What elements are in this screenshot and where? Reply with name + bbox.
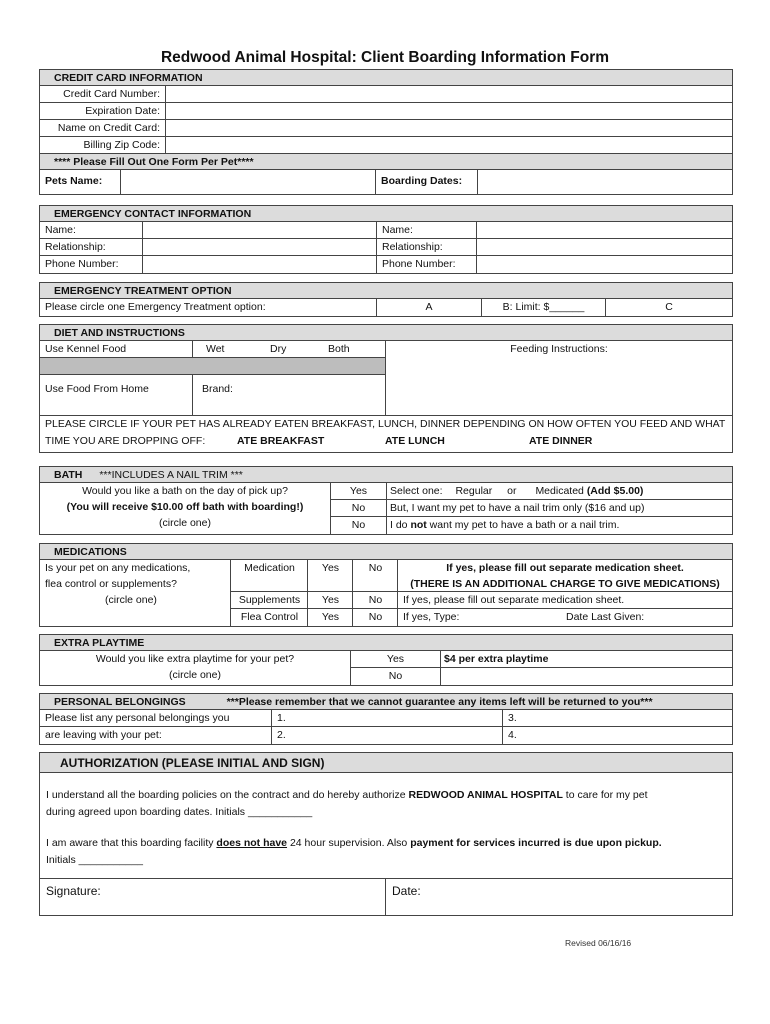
- playtime-section: [39, 634, 733, 686]
- diet-grid: [40, 341, 732, 416]
- diet-section: [39, 324, 733, 453]
- playtime-yes-option[interactable]: Yes: [351, 651, 440, 668]
- med-charge-note: (THERE IS AN ADDITIONAL CHARGE TO GIVE MEDICATIONS): [410, 578, 720, 590]
- auth-hospital-name: REDWOOD ANIMAL HOSPITAL: [408, 789, 563, 801]
- bath-no-option-2[interactable]: No: [351, 519, 366, 531]
- belonging-item-1[interactable]: 1.: [271, 710, 502, 726]
- emergency-contact-header: EMERGENCY CONTACT INFORMATION: [40, 206, 732, 222]
- authorization-initials-1[interactable]: during agreed upon boarding dates. Initials ___________: [46, 806, 313, 818]
- date-field[interactable]: [385, 879, 732, 915]
- both-option[interactable]: Both: [328, 343, 350, 355]
- signature-label: Signature:: [46, 884, 101, 898]
- phone-label-1: Phone Number:: [45, 258, 119, 270]
- phone-field-1[interactable]: [142, 256, 376, 273]
- playtime-no-option[interactable]: No: [388, 670, 403, 682]
- no-bath-suffix: want my pet to have a bath or a nail trim.: [426, 519, 620, 531]
- relationship-field-2[interactable]: [476, 239, 732, 255]
- auth-p2-text-2: 24 hour supervision. Also: [287, 837, 411, 849]
- medications-section: [39, 543, 733, 627]
- belonging-item-3[interactable]: 3.: [502, 710, 732, 726]
- playtime-header: EXTRA PLAYTIME: [40, 635, 732, 651]
- ate-dinner-option[interactable]: ATE DINNER: [529, 435, 593, 447]
- dry-option[interactable]: Dry: [270, 343, 287, 355]
- feeding-instructions-label: Feeding Instructions:: [510, 343, 608, 355]
- signature-row: [40, 878, 732, 915]
- nail-trim-only-option[interactable]: But, I want my pet to have a nail trim only ($16 and up): [385, 500, 732, 517]
- contact-name-label-1: Name:: [45, 224, 76, 236]
- ate-breakfast-option[interactable]: ATE BREAKFAST: [237, 435, 325, 447]
- auth-payment-note: payment for services incurred is due upon pickup.: [410, 837, 662, 849]
- auth-p1-text: I understand all the boarding policies on the contract and do hereby authorize: [46, 789, 409, 801]
- bath-section: [39, 466, 733, 535]
- contact-name-row: [40, 222, 732, 239]
- medication-label: Medication: [231, 560, 308, 592]
- medicated-price: (Add $5.00): [586, 485, 644, 497]
- bath-discount: (You will receive $10.00 off bath with boarding!): [66, 501, 304, 513]
- authorization-paragraph-2: [40, 835, 732, 852]
- med-yes-column: [307, 560, 353, 626]
- playtime-price-column: [439, 651, 732, 685]
- flea-control-no[interactable]: No: [368, 611, 383, 623]
- authorization-header: AUTHORIZATION (PLEASE INITIAL AND SIGN): [40, 753, 732, 773]
- treatment-option-b[interactable]: B: Limit: $______: [481, 299, 605, 316]
- card-number-label: Credit Card Number:: [63, 88, 160, 100]
- card-number-row: [40, 86, 732, 103]
- playtime-question: Would you like extra playtime for your pet?: [95, 653, 295, 665]
- relationship-label-1: Relationship:: [45, 241, 106, 253]
- card-name-field[interactable]: [165, 120, 732, 136]
- supplements-yes[interactable]: Yes: [308, 592, 353, 609]
- bath-header-label: BATH: [54, 469, 83, 481]
- playtime-grid: [40, 651, 732, 685]
- bath-no-option-1[interactable]: No: [331, 500, 386, 517]
- if-yes-type-label: If yes, Type:: [403, 611, 460, 623]
- med-no-column: [352, 560, 398, 626]
- one-form-per-pet-header: **** Please Fill Out One Form Per Pet****: [40, 154, 732, 170]
- treatment-prompt: Please circle one Emergency Treatment option:: [45, 301, 266, 313]
- regular-option[interactable]: Regular: [455, 485, 493, 497]
- bath-grid: [40, 483, 732, 534]
- belongings-section: [39, 693, 733, 745]
- bath-yes-no-column: [330, 483, 387, 534]
- revised-date: Revised 06/16/16: [565, 938, 632, 948]
- diet-header: DIET AND INSTRUCTIONS: [40, 325, 732, 341]
- meals-circle-instruction: PLEASE CIRCLE IF YOUR PET HAS ALREADY EATEN BREAKFAST, LUNCH, DINNER DEPENDING ON HOW OFTEN YOU FEED AND WHAT: [45, 418, 726, 430]
- emergency-contact-section: [39, 205, 733, 274]
- relationship-label-2: Relationship:: [376, 239, 476, 255]
- food-type-options: [192, 341, 385, 357]
- treatment-option-row: [40, 299, 732, 316]
- date-last-given-label: Date Last Given:: [566, 611, 645, 623]
- phone-label-2: Phone Number:: [376, 256, 476, 273]
- feeding-instructions-cell[interactable]: [385, 341, 732, 415]
- medications-question-cell: [40, 560, 235, 626]
- date-label: Date:: [392, 884, 421, 898]
- medications-circle-note: (circle one): [105, 594, 157, 606]
- playtime-yes-no-column: [350, 651, 441, 685]
- no-bath-option[interactable]: [385, 517, 732, 534]
- no-bath-not: not: [410, 519, 427, 531]
- home-food-label[interactable]: Use Food From Home: [45, 383, 149, 395]
- bath-question-cell: [40, 483, 330, 534]
- treatment-option-c[interactable]: C: [605, 299, 732, 316]
- bath-type-row: [385, 483, 732, 500]
- contact-phone-row: [40, 256, 732, 273]
- pets-name-label: Pets Name:: [45, 175, 103, 187]
- billing-zip-label: Billing Zip Code:: [83, 139, 160, 151]
- supplements-label: Supplements: [231, 592, 308, 609]
- auth-p2-text: I am aware that this boarding facility: [46, 837, 217, 849]
- no-bath-prefix: I do: [390, 519, 411, 531]
- emergency-treatment-header: EMERGENCY TREATMENT OPTION: [40, 283, 732, 299]
- diet-shaded-row: [40, 358, 385, 375]
- bath-header-note: ***INCLUDES A NAIL TRIM ***: [99, 469, 243, 481]
- pets-name-field[interactable]: [120, 170, 375, 194]
- form-title: Redwood Animal Hospital: Client Boarding Information Form: [160, 49, 610, 66]
- medications-header: MEDICATIONS: [40, 544, 732, 560]
- bath-choice-column: [385, 483, 732, 534]
- auth-p1-text-2: to care for my pet: [562, 789, 648, 801]
- or-text: or: [507, 485, 517, 497]
- meals-eaten-block: [40, 416, 732, 452]
- bath-circle-note: (circle one): [159, 517, 211, 529]
- flea-control-details[interactable]: [398, 609, 732, 626]
- expiration-label: Expiration Date:: [85, 105, 160, 117]
- billing-zip-row: [40, 137, 732, 154]
- med-sheet-note: If yes, please fill out separate medication sheet.: [446, 562, 684, 574]
- playtime-price: $4 per extra playtime: [439, 651, 732, 668]
- medications-question-1: Is your pet on any medications,: [45, 562, 191, 574]
- belonging-item-4[interactable]: 4.: [502, 727, 732, 744]
- boarding-dates-field[interactable]: [477, 170, 732, 194]
- kennel-food-row: [40, 341, 385, 358]
- pets-row: [40, 170, 732, 194]
- brand-label: Brand:: [202, 383, 233, 395]
- medicated-option[interactable]: Medicated: [535, 485, 584, 497]
- bath-header: [40, 467, 732, 483]
- belongings-prompt-2: are leaving with your pet:: [45, 729, 162, 741]
- card-name-row: [40, 120, 732, 137]
- medication-no[interactable]: No: [353, 560, 398, 592]
- select-one-label: Select one:: [390, 485, 443, 497]
- signature-field[interactable]: [40, 879, 385, 915]
- belongings-row-2: [40, 727, 732, 744]
- supplements-no[interactable]: No: [353, 592, 398, 609]
- bath-question: Would you like a bath on the day of pick up?: [82, 485, 288, 497]
- authorization-paragraph-1: [40, 787, 732, 804]
- medications-grid: [40, 560, 732, 626]
- auth-does-not-have: does not have: [216, 837, 288, 849]
- card-name-label: Name on Credit Card:: [57, 122, 160, 134]
- belongings-header-note: ***Please remember that we cannot guarantee any items left will be returned to you***: [226, 696, 653, 708]
- kennel-food-label[interactable]: Use Kennel Food: [45, 343, 127, 355]
- credit-card-section: [39, 69, 733, 195]
- relationship-field-1[interactable]: [142, 239, 376, 255]
- belongings-row-1: [40, 710, 732, 727]
- card-number-field[interactable]: [165, 86, 732, 102]
- med-details-column: [397, 560, 732, 626]
- credit-card-header: CREDIT CARD INFORMATION: [40, 70, 732, 86]
- ate-lunch-option[interactable]: ATE LUNCH: [385, 435, 445, 447]
- playtime-circle-note: (circle one): [169, 669, 221, 681]
- phone-field-2[interactable]: [476, 256, 732, 273]
- boarding-dates-label: Boarding Dates:: [375, 170, 477, 194]
- expiration-field[interactable]: [165, 103, 732, 119]
- flea-control-label: Flea Control: [240, 611, 299, 623]
- contact-name-field-1[interactable]: [142, 222, 376, 238]
- expiration-row: [40, 103, 732, 120]
- belongings-header-label: PERSONAL BELONGINGS: [54, 696, 186, 708]
- authorization-initials-2[interactable]: Initials ___________: [46, 854, 143, 866]
- flea-control-yes[interactable]: Yes: [321, 611, 340, 623]
- home-food-row: [40, 375, 385, 415]
- bath-yes-option[interactable]: Yes: [331, 483, 386, 500]
- billing-zip-field[interactable]: [165, 137, 732, 153]
- medication-yes[interactable]: Yes: [308, 560, 353, 592]
- medications-question-2: flea control or supplements?: [45, 578, 177, 590]
- med-type-column: [230, 560, 308, 626]
- contact-name-label-2: Name:: [376, 222, 476, 238]
- supplements-sheet-note: If yes, please fill out separate medication sheet.: [398, 592, 732, 609]
- wet-option[interactable]: Wet: [206, 343, 225, 355]
- belongings-header: [40, 694, 732, 710]
- treatment-option-a[interactable]: A: [376, 299, 481, 316]
- meals-circle-instruction-2: TIME YOU ARE DROPPING OFF:: [45, 435, 206, 447]
- brand-cell[interactable]: [192, 375, 386, 415]
- contact-relationship-row: [40, 239, 732, 256]
- contact-name-field-2[interactable]: [476, 222, 732, 238]
- belonging-item-2[interactable]: 2.: [271, 727, 502, 744]
- authorization-section: [39, 752, 733, 916]
- belongings-prompt-1: Please list any personal belongings you: [45, 712, 230, 724]
- med-sheet-note-cell: [398, 560, 732, 592]
- playtime-question-cell: [40, 651, 350, 685]
- emergency-treatment-section: [39, 282, 733, 317]
